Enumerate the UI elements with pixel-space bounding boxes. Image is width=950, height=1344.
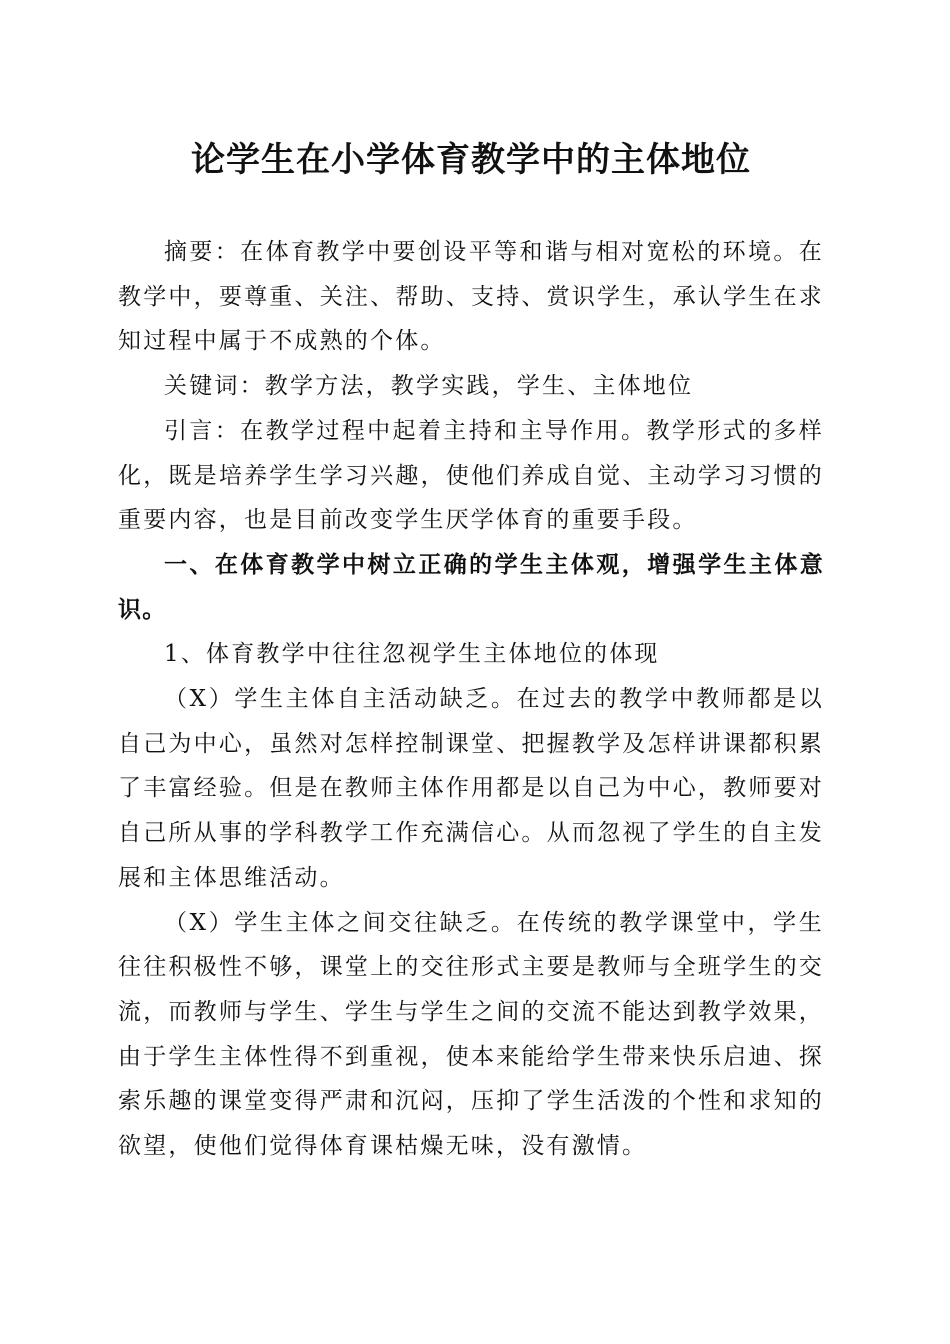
subsection-heading-1: 1、体育教学中往往忽视学生主体地位的体现 [164, 641, 660, 668]
body-paragraph-2: （X）学生主体之间交往缺乏。在传统的教学课堂中，学生往往积极性不够，课堂上的交往形式主要是教师与全班学生的交流，而教师与学生、学生与学生之间的交流不能达到教学效果，由于学生主体性得不到重视，使本来能给学生带来快乐启迪、探索乐趣的课堂变得严肃和沉闷，压抑了学生活泼的个性和求知的欲望，使他们觉得体育课枯燥无味，没有激情。 [118, 909, 824, 1160]
introduction-paragraph: 引言：在教学过程中起着主持和主导作用。教学形式的多样化，既是培养学生学习兴趣，使他们养成自觉、主动学习习惯的重要内容，也是目前改变学生厌学体育的重要手段。 [118, 417, 824, 534]
abstract-paragraph: 摘要：在体育教学中要创设平等和谐与相对宽松的环境。在教学中，要尊重、关注、帮助、支持、赏识学生，承认学生在求知过程中属于不成熟的个体。 [118, 239, 824, 355]
section-heading-1: 一、在体育教学中树立正确的学生主体观，增强学生主体意识。 [118, 551, 824, 623]
keywords-paragraph: 关键词：教学方法，教学实践，学生、主体地位 [164, 373, 694, 400]
body-paragraph-1: （X）学生主体自主活动缺乏。在过去的教学中教师都是以自己为中心，虽然对怎样控制课堂、把握教学及怎样讲课都积累了丰富经验。但是在教师主体作用都是以自己为中心，教师要对自己所从事的学科教学工作充满信心。从而忽视了学生的自主发展和主体思维活动。 [118, 686, 824, 891]
document-body [118, 230, 824, 1169]
document-title: 论学生在小学体育教学中的主体地位 [191, 140, 751, 180]
